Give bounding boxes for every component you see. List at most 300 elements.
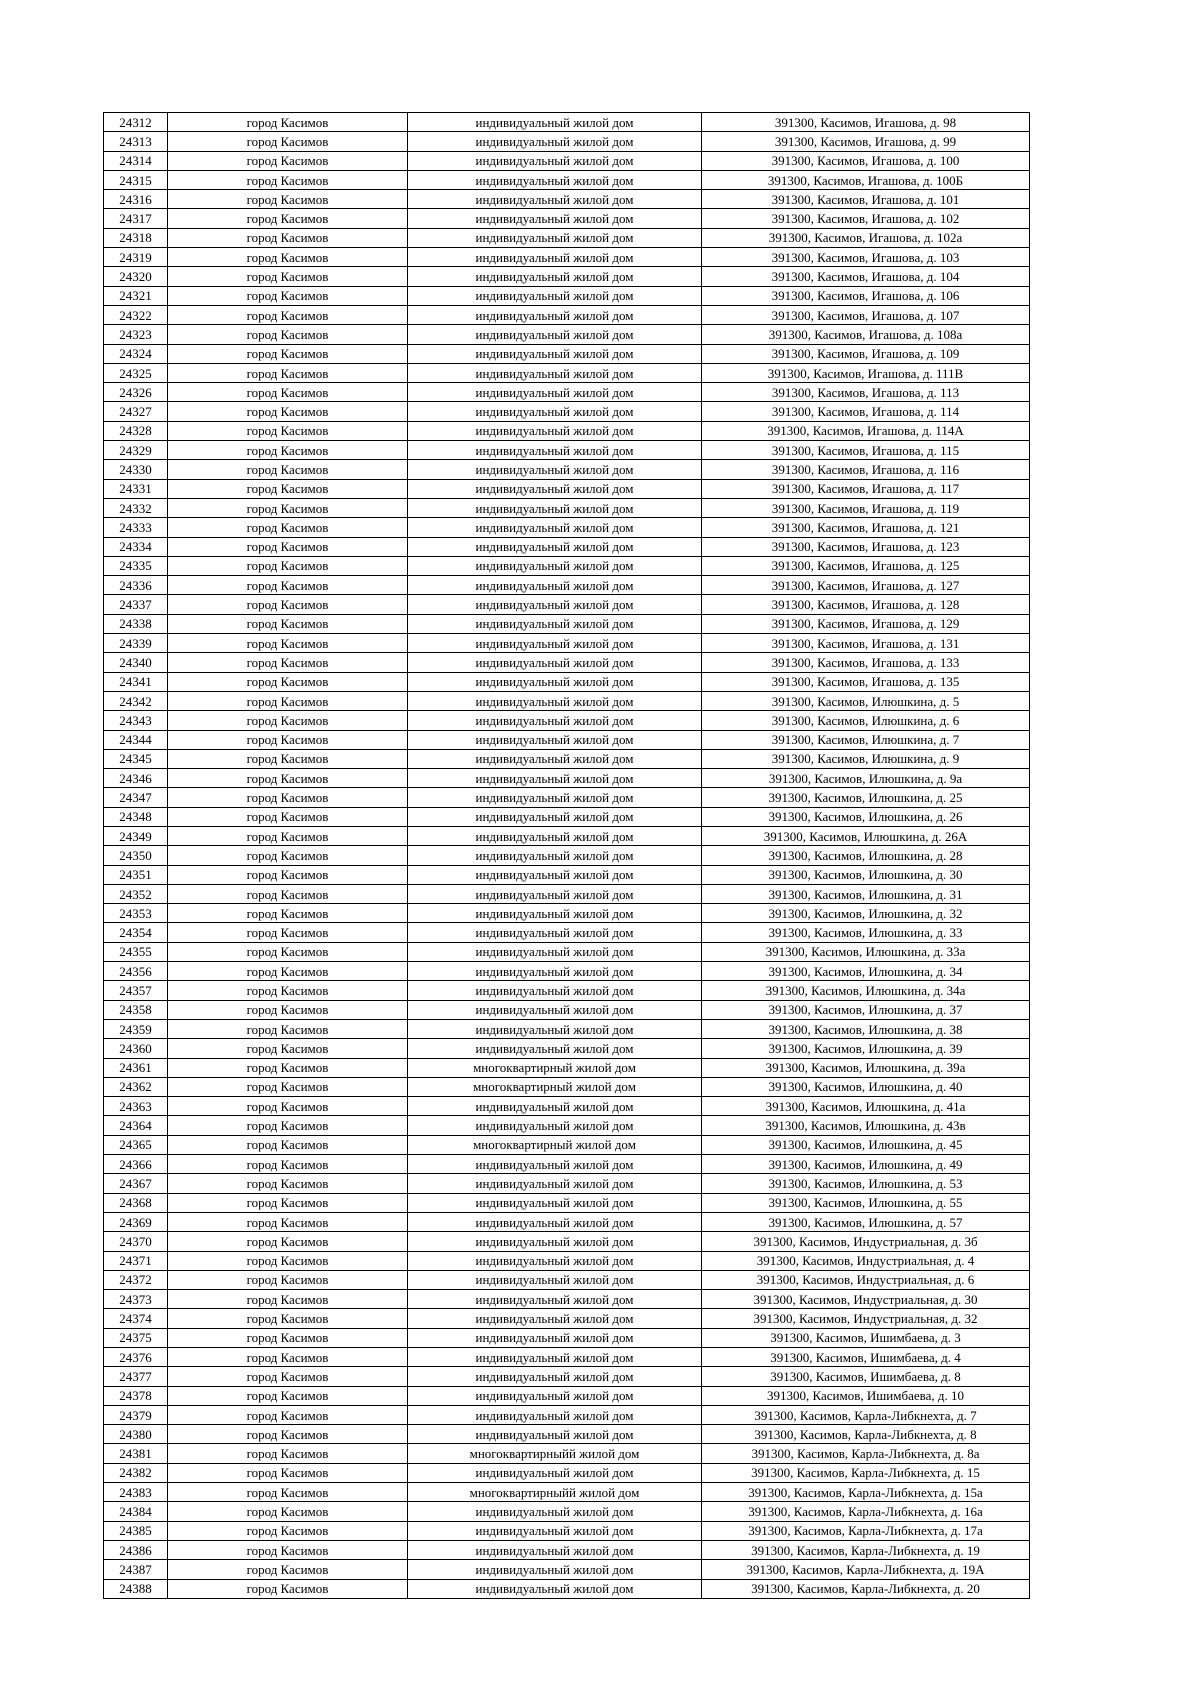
record-number-cell: 24341 (104, 672, 168, 691)
record-number-cell: 24325 (104, 363, 168, 382)
settlement-cell: город Касимов (168, 1463, 408, 1482)
table-row (104, 576, 1030, 595)
table-row (104, 1367, 1030, 1386)
address-cell: 391300, Касимов, Игашова, д. 103 (702, 248, 1030, 267)
table-row (104, 691, 1030, 710)
record-number-cell: 24352 (104, 884, 168, 903)
settlement-cell: город Касимов (168, 151, 408, 170)
address-cell: 391300, Касимов, Игашова, д. 108а (702, 325, 1030, 344)
record-number-cell: 24315 (104, 170, 168, 189)
settlement-cell: город Касимов (168, 1193, 408, 1212)
building-type-cell: индивидуальный жилой дом (408, 1193, 702, 1212)
building-type-cell: индивидуальный жилой дом (408, 460, 702, 479)
record-number-cell: 24347 (104, 788, 168, 807)
settlement-cell: город Касимов (168, 1019, 408, 1038)
settlement-cell: город Касимов (168, 1425, 408, 1444)
table-row (104, 286, 1030, 305)
table-row (104, 402, 1030, 421)
table-row (104, 1174, 1030, 1193)
record-number-cell: 24356 (104, 962, 168, 981)
settlement-cell: город Касимов (168, 1367, 408, 1386)
settlement-cell: город Касимов (168, 1174, 408, 1193)
record-number-cell: 24378 (104, 1386, 168, 1405)
table-row (104, 1058, 1030, 1077)
settlement-cell: город Касимов (168, 1348, 408, 1367)
record-number-cell: 24382 (104, 1463, 168, 1482)
building-type-cell: индивидуальный жилой дом (408, 556, 702, 575)
record-number-cell: 24351 (104, 865, 168, 884)
table-row (104, 1193, 1030, 1212)
record-number-cell: 24312 (104, 113, 168, 132)
table-row (104, 962, 1030, 981)
record-number-cell: 24367 (104, 1174, 168, 1193)
building-type-cell: индивидуальный жилой дом (408, 363, 702, 382)
building-type-cell: индивидуальный жилой дом (408, 190, 702, 209)
settlement-cell: город Касимов (168, 1000, 408, 1019)
building-type-cell: индивидуальный жилой дом (408, 1232, 702, 1251)
record-number-cell: 24330 (104, 460, 168, 479)
record-number-cell: 24348 (104, 807, 168, 826)
settlement-cell: город Касимов (168, 807, 408, 826)
address-cell: 391300, Касимов, Игашова, д. 99 (702, 132, 1030, 151)
record-number-cell: 24350 (104, 846, 168, 865)
address-cell: 391300, Касимов, Индустриальная, д. 32 (702, 1309, 1030, 1328)
address-cell: 391300, Касимов, Илюшкина, д. 26А (702, 826, 1030, 845)
address-cell: 391300, Касимов, Илюшкина, д. 25 (702, 788, 1030, 807)
record-number-cell: 24375 (104, 1328, 168, 1347)
table-row (104, 228, 1030, 247)
address-cell: 391300, Касимов, Илюшкина, д. 31 (702, 884, 1030, 903)
record-number-cell: 24314 (104, 151, 168, 170)
address-cell: 391300, Касимов, Илюшкина, д. 39а (702, 1058, 1030, 1077)
building-type-cell: индивидуальный жилой дом (408, 962, 702, 981)
settlement-cell: город Касимов (168, 981, 408, 1000)
building-type-cell: индивидуальный жилой дом (408, 1367, 702, 1386)
record-number-cell: 24369 (104, 1212, 168, 1231)
building-type-cell: индивидуальный жилой дом (408, 209, 702, 228)
settlement-cell: город Касимов (168, 190, 408, 209)
table-row (104, 1444, 1030, 1463)
building-type-cell: индивидуальный жилой дом (408, 576, 702, 595)
table-row (104, 981, 1030, 1000)
building-type-cell: индивидуальный жилой дом (408, 807, 702, 826)
address-cell: 391300, Касимов, Игашова, д. 102 (702, 209, 1030, 228)
settlement-cell: город Касимов (168, 923, 408, 942)
building-type-cell: индивидуальный жилой дом (408, 441, 702, 460)
address-cell: 391300, Касимов, Индустриальная, д. 4 (702, 1251, 1030, 1270)
table-row (104, 1405, 1030, 1424)
building-type-cell: индивидуальный жилой дом (408, 344, 702, 363)
settlement-cell: город Касимов (168, 441, 408, 460)
settlement-cell: город Касимов (168, 305, 408, 324)
table-row (104, 1212, 1030, 1231)
record-number-cell: 24322 (104, 305, 168, 324)
building-type-cell: индивидуальный жилой дом (408, 1386, 702, 1405)
settlement-cell: город Касимов (168, 556, 408, 575)
table-row (104, 344, 1030, 363)
building-type-cell: индивидуальный жилой дом (408, 1000, 702, 1019)
settlement-cell: город Касимов (168, 267, 408, 286)
record-number-cell: 24370 (104, 1232, 168, 1251)
address-cell: 391300, Касимов, Ишимбаева, д. 4 (702, 1348, 1030, 1367)
building-type-cell: индивидуальный жилой дом (408, 1155, 702, 1174)
building-type-cell: индивидуальный жилой дом (408, 325, 702, 344)
address-cell: 391300, Касимов, Карла-Либкнехта, д. 8 (702, 1425, 1030, 1444)
settlement-cell: город Касимов (168, 769, 408, 788)
settlement-cell: город Касимов (168, 826, 408, 845)
table-row (104, 518, 1030, 537)
record-number-cell: 24332 (104, 498, 168, 517)
building-type-cell: индивидуальный жилой дом (408, 113, 702, 132)
settlement-cell: город Касимов (168, 498, 408, 517)
building-type-cell: индивидуальный жилой дом (408, 730, 702, 749)
settlement-cell: город Касимов (168, 962, 408, 981)
building-type-cell: индивидуальный жилой дом (408, 228, 702, 247)
building-type-cell: индивидуальный жилой дом (408, 1212, 702, 1231)
table-row (104, 1290, 1030, 1309)
record-number-cell: 24388 (104, 1579, 168, 1598)
record-number-cell: 24313 (104, 132, 168, 151)
record-number-cell: 24324 (104, 344, 168, 363)
address-cell: 391300, Касимов, Игашова, д. 129 (702, 614, 1030, 633)
address-cell: 391300, Касимов, Илюшкина, д. 41а (702, 1097, 1030, 1116)
record-number-cell: 24334 (104, 537, 168, 556)
address-cell: 391300, Касимов, Илюшкина, д. 57 (702, 1212, 1030, 1231)
table-row (104, 151, 1030, 170)
address-cell: 391300, Касимов, Игашова, д. 127 (702, 576, 1030, 595)
building-type-cell: индивидуальный жилой дом (408, 1116, 702, 1135)
address-cell: 391300, Касимов, Игашова, д. 114А (702, 421, 1030, 440)
settlement-cell: город Касимов (168, 248, 408, 267)
settlement-cell: город Касимов (168, 1155, 408, 1174)
table-row (104, 383, 1030, 402)
settlement-cell: город Касимов (168, 730, 408, 749)
table-row (104, 1348, 1030, 1367)
record-number-cell: 24355 (104, 942, 168, 961)
address-cell: 391300, Касимов, Игашова, д. 116 (702, 460, 1030, 479)
building-type-cell: индивидуальный жилой дом (408, 711, 702, 730)
building-type-cell: индивидуальный жилой дом (408, 1540, 702, 1559)
table-row (104, 267, 1030, 286)
address-cell: 391300, Касимов, Илюшкина, д. 38 (702, 1019, 1030, 1038)
address-cell: 391300, Касимов, Илюшкина, д. 45 (702, 1135, 1030, 1154)
table-body (104, 113, 1030, 1599)
record-number-cell: 24329 (104, 441, 168, 460)
settlement-cell: город Касимов (168, 691, 408, 710)
address-cell: 391300, Касимов, Игашова, д. 133 (702, 653, 1030, 672)
building-type-cell: индивидуальный жилой дом (408, 498, 702, 517)
address-cell: 391300, Касимов, Илюшкина, д. 32 (702, 904, 1030, 923)
building-type-cell: индивидуальный жилой дом (408, 981, 702, 1000)
table-row (104, 209, 1030, 228)
record-number-cell: 24362 (104, 1077, 168, 1096)
address-cell: 391300, Касимов, Илюшкина, д. 34 (702, 962, 1030, 981)
address-cell: 391300, Касимов, Илюшкина, д. 26 (702, 807, 1030, 826)
address-register-table (103, 112, 1030, 1599)
address-cell: 391300, Касимов, Илюшкина, д. 53 (702, 1174, 1030, 1193)
address-cell: 391300, Касимов, Игашова, д. 125 (702, 556, 1030, 575)
table-row (104, 132, 1030, 151)
record-number-cell: 24380 (104, 1425, 168, 1444)
record-number-cell: 24328 (104, 421, 168, 440)
record-number-cell: 24339 (104, 634, 168, 653)
address-cell: 391300, Касимов, Карла-Либкнехта, д. 17а (702, 1521, 1030, 1540)
settlement-cell: город Касимов (168, 904, 408, 923)
address-cell: 391300, Касимов, Карла-Либкнехта, д. 15 (702, 1463, 1030, 1482)
record-number-cell: 24335 (104, 556, 168, 575)
record-number-cell: 24374 (104, 1309, 168, 1328)
table-row (104, 1309, 1030, 1328)
settlement-cell: город Касимов (168, 788, 408, 807)
table-row (104, 248, 1030, 267)
building-type-cell: индивидуальный жилой дом (408, 267, 702, 286)
table-row (104, 1000, 1030, 1019)
record-number-cell: 24364 (104, 1116, 168, 1135)
address-cell: 391300, Касимов, Игашова, д. 109 (702, 344, 1030, 363)
table-row (104, 190, 1030, 209)
building-type-cell: индивидуальный жилой дом (408, 691, 702, 710)
record-number-cell: 24371 (104, 1251, 168, 1270)
table-row (104, 325, 1030, 344)
record-number-cell: 24321 (104, 286, 168, 305)
building-type-cell: индивидуальный жилой дом (408, 942, 702, 961)
building-type-cell: индивидуальный жилой дом (408, 1097, 702, 1116)
record-number-cell: 24316 (104, 190, 168, 209)
table-row (104, 1540, 1030, 1559)
address-cell: 391300, Касимов, Илюшкина, д. 49 (702, 1155, 1030, 1174)
record-number-cell: 24320 (104, 267, 168, 286)
table-row (104, 460, 1030, 479)
building-type-cell: индивидуальный жилой дом (408, 1560, 702, 1579)
table-row (104, 498, 1030, 517)
settlement-cell: город Касимов (168, 113, 408, 132)
address-cell: 391300, Касимов, Игашова, д. 135 (702, 672, 1030, 691)
table-row (104, 1155, 1030, 1174)
table-row (104, 788, 1030, 807)
table-row (104, 1135, 1030, 1154)
address-cell: 391300, Касимов, Илюшкина, д. 37 (702, 1000, 1030, 1019)
building-type-cell: индивидуальный жилой дом (408, 248, 702, 267)
settlement-cell: город Касимов (168, 1097, 408, 1116)
table-row (104, 923, 1030, 942)
address-cell: 391300, Касимов, Карла-Либкнехта, д. 19 (702, 1540, 1030, 1559)
settlement-cell: город Касимов (168, 1328, 408, 1347)
address-cell: 391300, Касимов, Илюшкина, д. 9 (702, 749, 1030, 768)
record-number-cell: 24377 (104, 1367, 168, 1386)
table-row (104, 614, 1030, 633)
building-type-cell: многоквартирныйй жилой дом (408, 1444, 702, 1463)
settlement-cell: город Касимов (168, 634, 408, 653)
table-row (104, 1502, 1030, 1521)
settlement-cell: город Касимов (168, 1560, 408, 1579)
settlement-cell: город Касимов (168, 1483, 408, 1502)
table-row (104, 1328, 1030, 1347)
table-row (104, 1425, 1030, 1444)
record-number-cell: 24318 (104, 228, 168, 247)
record-number-cell: 24338 (104, 614, 168, 633)
settlement-cell: город Касимов (168, 1116, 408, 1135)
record-number-cell: 24379 (104, 1405, 168, 1424)
address-cell: 391300, Касимов, Илюшкина, д. 40 (702, 1077, 1030, 1096)
table-row (104, 634, 1030, 653)
record-number-cell: 24381 (104, 1444, 168, 1463)
table-row (104, 1463, 1030, 1482)
address-cell: 391300, Касимов, Илюшкина, д. 33 (702, 923, 1030, 942)
settlement-cell: город Касимов (168, 363, 408, 382)
settlement-cell: город Касимов (168, 846, 408, 865)
building-type-cell: индивидуальный жилой дом (408, 383, 702, 402)
building-type-cell: индивидуальный жилой дом (408, 769, 702, 788)
address-cell: 391300, Касимов, Игашова, д. 106 (702, 286, 1030, 305)
settlement-cell: город Касимов (168, 537, 408, 556)
settlement-cell: город Касимов (168, 1058, 408, 1077)
record-number-cell: 24331 (104, 479, 168, 498)
building-type-cell: индивидуальный жилой дом (408, 537, 702, 556)
address-cell: 391300, Касимов, Илюшкина, д. 55 (702, 1193, 1030, 1212)
settlement-cell: город Касимов (168, 1135, 408, 1154)
record-number-cell: 24373 (104, 1290, 168, 1309)
settlement-cell: город Касимов (168, 576, 408, 595)
record-number-cell: 24354 (104, 923, 168, 942)
settlement-cell: город Касимов (168, 1386, 408, 1405)
record-number-cell: 24363 (104, 1097, 168, 1116)
table-row (104, 305, 1030, 324)
building-type-cell: индивидуальный жилой дом (408, 132, 702, 151)
building-type-cell: индивидуальный жилой дом (408, 1290, 702, 1309)
building-type-cell: индивидуальный жилой дом (408, 846, 702, 865)
record-number-cell: 24333 (104, 518, 168, 537)
address-cell: 391300, Касимов, Игашова, д. 100 (702, 151, 1030, 170)
building-type-cell: индивидуальный жилой дом (408, 653, 702, 672)
building-type-cell: индивидуальный жилой дом (408, 151, 702, 170)
record-number-cell: 24358 (104, 1000, 168, 1019)
building-type-cell: индивидуальный жилой дом (408, 286, 702, 305)
record-number-cell: 24376 (104, 1348, 168, 1367)
address-cell: 391300, Касимов, Илюшкина, д. 33а (702, 942, 1030, 961)
settlement-cell: город Касимов (168, 1405, 408, 1424)
building-type-cell: индивидуальный жилой дом (408, 749, 702, 768)
settlement-cell: город Касимов (168, 209, 408, 228)
settlement-cell: город Касимов (168, 865, 408, 884)
address-cell: 391300, Касимов, Игашова, д. 131 (702, 634, 1030, 653)
table-row (104, 1077, 1030, 1096)
settlement-cell: город Касимов (168, 460, 408, 479)
table-row (104, 884, 1030, 903)
building-type-cell: индивидуальный жилой дом (408, 421, 702, 440)
settlement-cell: город Касимов (168, 672, 408, 691)
address-cell: 391300, Касимов, Игашова, д. 119 (702, 498, 1030, 517)
building-type-cell: индивидуальный жилой дом (408, 305, 702, 324)
building-type-cell: многоквартирный жилой дом (408, 1058, 702, 1077)
table-row (104, 807, 1030, 826)
table-row (104, 1386, 1030, 1405)
table-row (104, 711, 1030, 730)
table-row (104, 556, 1030, 575)
table-row (104, 113, 1030, 132)
address-cell: 391300, Касимов, Илюшкина, д. 6 (702, 711, 1030, 730)
address-cell: 391300, Касимов, Илюшкина, д. 30 (702, 865, 1030, 884)
settlement-cell: город Касимов (168, 402, 408, 421)
settlement-cell: город Касимов (168, 518, 408, 537)
table-row (104, 672, 1030, 691)
address-cell: 391300, Касимов, Игашова, д. 98 (702, 113, 1030, 132)
table-row (104, 595, 1030, 614)
table-row (104, 865, 1030, 884)
record-number-cell: 24386 (104, 1540, 168, 1559)
settlement-cell: город Касимов (168, 344, 408, 363)
building-type-cell: индивидуальный жилой дом (408, 1425, 702, 1444)
table-row (104, 1039, 1030, 1058)
address-cell: 391300, Касимов, Игашова, д. 123 (702, 537, 1030, 556)
address-cell: 391300, Касимов, Ишимбаева, д. 10 (702, 1386, 1030, 1405)
table-row (104, 421, 1030, 440)
building-type-cell: индивидуальный жилой дом (408, 1309, 702, 1328)
settlement-cell: город Касимов (168, 228, 408, 247)
building-type-cell: индивидуальный жилой дом (408, 1405, 702, 1424)
settlement-cell: город Касимов (168, 942, 408, 961)
building-type-cell: индивидуальный жилой дом (408, 1039, 702, 1058)
settlement-cell: город Касимов (168, 325, 408, 344)
address-cell: 391300, Касимов, Илюшкина, д. 9а (702, 769, 1030, 788)
address-cell: 391300, Касимов, Игашова, д. 113 (702, 383, 1030, 402)
address-cell: 391300, Касимов, Илюшкина, д. 28 (702, 846, 1030, 865)
record-number-cell: 24337 (104, 595, 168, 614)
settlement-cell: город Касимов (168, 170, 408, 189)
settlement-cell: город Касимов (168, 1077, 408, 1096)
table-row (104, 749, 1030, 768)
building-type-cell: индивидуальный жилой дом (408, 1019, 702, 1038)
record-number-cell: 24383 (104, 1483, 168, 1502)
table-row (104, 1521, 1030, 1540)
building-type-cell: индивидуальный жилой дом (408, 1579, 702, 1598)
table-row (104, 1232, 1030, 1251)
settlement-cell: город Касимов (168, 1540, 408, 1559)
record-number-cell: 24387 (104, 1560, 168, 1579)
settlement-cell: город Касимов (168, 1309, 408, 1328)
building-type-cell: индивидуальный жилой дом (408, 884, 702, 903)
address-cell: 391300, Касимов, Карла-Либкнехта, д. 15а (702, 1483, 1030, 1502)
table-row (104, 730, 1030, 749)
building-type-cell: индивидуальный жилой дом (408, 1328, 702, 1347)
record-number-cell: 24340 (104, 653, 168, 672)
table-row (104, 1560, 1030, 1579)
address-cell: 391300, Касимов, Индустриальная, д. 3б (702, 1232, 1030, 1251)
table-row (104, 942, 1030, 961)
settlement-cell: город Касимов (168, 749, 408, 768)
table-row (104, 1270, 1030, 1289)
building-type-cell: многоквартирный жилой дом (408, 1077, 702, 1096)
address-cell: 391300, Касимов, Карла-Либкнехта, д. 7 (702, 1405, 1030, 1424)
record-number-cell: 24323 (104, 325, 168, 344)
table-row (104, 1097, 1030, 1116)
table-row (104, 1251, 1030, 1270)
settlement-cell: город Касимов (168, 132, 408, 151)
settlement-cell: город Касимов (168, 1521, 408, 1540)
settlement-cell: город Касимов (168, 479, 408, 498)
address-cell: 391300, Касимов, Индустриальная, д. 30 (702, 1290, 1030, 1309)
settlement-cell: город Касимов (168, 595, 408, 614)
address-cell: 391300, Касимов, Ишимбаева, д. 8 (702, 1367, 1030, 1386)
record-number-cell: 24349 (104, 826, 168, 845)
building-type-cell: индивидуальный жилой дом (408, 518, 702, 537)
settlement-cell: город Касимов (168, 1251, 408, 1270)
settlement-cell: город Касимов (168, 1270, 408, 1289)
building-type-cell: индивидуальный жилой дом (408, 1463, 702, 1482)
table-row (104, 653, 1030, 672)
table-row (104, 1483, 1030, 1502)
address-cell: 391300, Касимов, Игашова, д. 101 (702, 190, 1030, 209)
record-number-cell: 24368 (104, 1193, 168, 1212)
